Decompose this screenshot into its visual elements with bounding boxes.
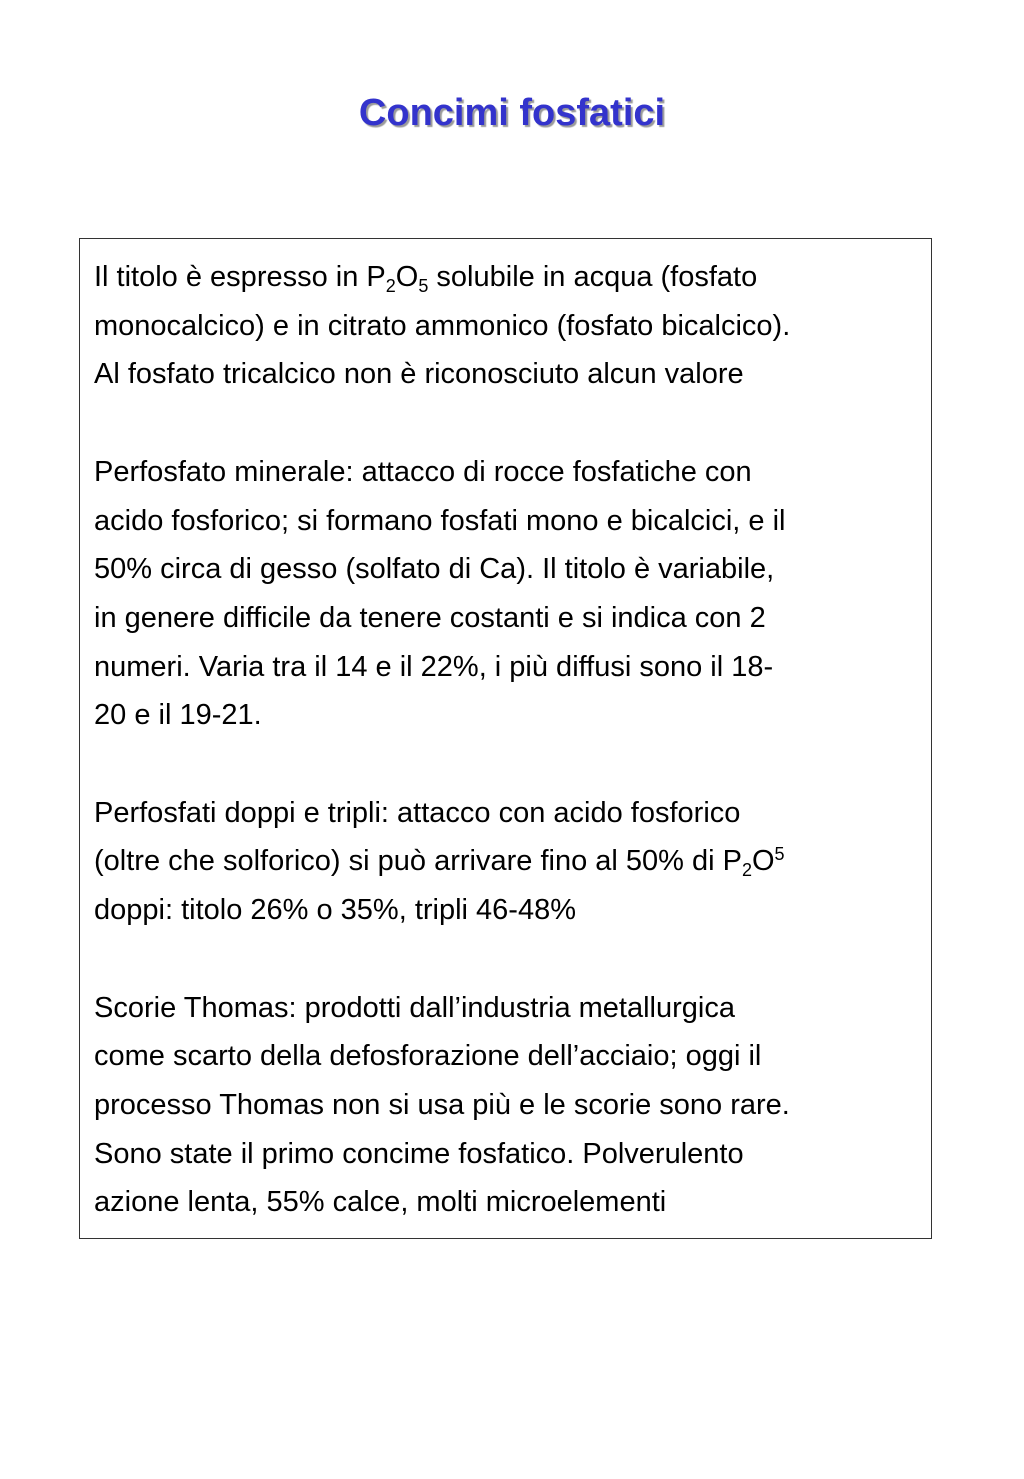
text-line: monocalcico) e in citrato ammonico (fosfato bicalcico). bbox=[94, 309, 791, 342]
paragraph-perfosfati-doppi-tripli bbox=[94, 789, 919, 935]
text-line: 20 e il 19-21. bbox=[94, 699, 262, 732]
text-line: azione lenta, 55% calce, molti microelementi bbox=[94, 1186, 667, 1219]
text-line: 50% circa di gesso (solfato di Ca). Il titolo è variabile, bbox=[94, 553, 775, 586]
text-line: processo Thomas non si usa più e le scorie sono rare. bbox=[94, 1088, 790, 1121]
paragraph-titolo bbox=[94, 253, 919, 399]
paragraph-gap bbox=[94, 935, 919, 984]
text-line: acido fosforico; si formano fosfati mono e bicalcici, e il bbox=[94, 504, 786, 537]
text-line: (oltre che solforico) si può arrivare fino al 50% di $P_2O^5$ bbox=[94, 844, 785, 881]
text-line: in genere difficile da tenere costanti e si indica con 2 bbox=[94, 601, 766, 634]
content-box bbox=[79, 238, 932, 1239]
paragraph-gap bbox=[94, 740, 919, 789]
text-line: numeri. Varia tra il 14 e il 22%, i più diffusi sono il 18- bbox=[94, 650, 774, 683]
text-line: Il titolo è espresso in $P_2O_5$ solubile in acqua (fosfato bbox=[94, 261, 758, 296]
text-line: Perfosfato minerale: attacco di rocce fosfatiche con bbox=[94, 455, 752, 488]
paragraph-perfosfato-minerale bbox=[94, 448, 919, 740]
page-title: Concimi fosfatici bbox=[358, 92, 666, 134]
text-line: come scarto della defosforazione dell’acciaio; oggi il bbox=[94, 1040, 762, 1073]
text-line: Al fosfato tricalcico non è riconosciuto alcun valore bbox=[94, 358, 744, 391]
text-line: Sono state il primo concime fosfatico. Polverulento bbox=[94, 1137, 744, 1170]
text-line: Perfosfati doppi e tripli: attacco con acido fosforico bbox=[94, 796, 741, 829]
paragraph-gap bbox=[94, 399, 919, 448]
text-line: doppi: titolo 26% o 35%, tripli 46-48% bbox=[94, 894, 577, 927]
paragraph-scorie-thomas bbox=[94, 984, 919, 1228]
text-line: Scorie Thomas: prodotti dall’industria metallurgica bbox=[94, 991, 735, 1024]
